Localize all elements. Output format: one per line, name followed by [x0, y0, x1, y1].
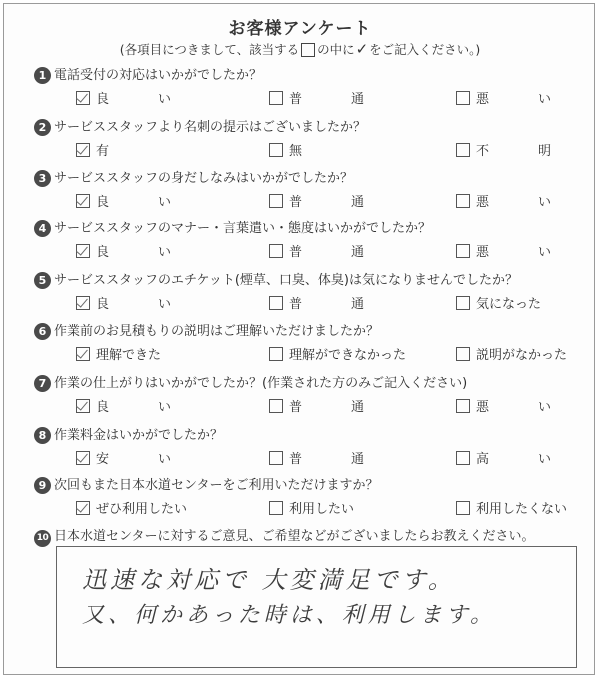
question-10 [34, 525, 534, 547]
option-label: 普 通 [289, 195, 383, 210]
question-text: サービススタッフのエチケット(煙草、口臭、体臭)は気になりませんでしたか？ [54, 273, 518, 288]
option-q8-1[interactable] [76, 448, 189, 467]
checkbox-icon[interactable] [456, 451, 470, 465]
checkbox-icon[interactable] [269, 91, 283, 105]
checkbox-icon[interactable] [269, 296, 283, 310]
option-q1-3[interactable] [456, 88, 569, 107]
question-number-icon: 1 [34, 67, 51, 84]
checkbox-icon[interactable] [269, 399, 283, 413]
option-label: 普 通 [289, 297, 383, 312]
option-q7-1[interactable] [76, 396, 189, 415]
option-label: 普 通 [289, 245, 383, 260]
option-label: 無 [289, 144, 303, 159]
option-q3-1[interactable] [76, 191, 189, 210]
checkbox-icon[interactable] [269, 194, 283, 208]
checkbox-icon[interactable] [269, 347, 283, 361]
option-label: 悪 い [476, 92, 570, 107]
question-number-icon: 10 [34, 530, 51, 547]
option-label: 良 い [96, 297, 190, 312]
question-number-icon: 6 [34, 323, 51, 340]
checked-checkbox-icon[interactable] [76, 347, 90, 361]
question-text: 作業前のお見積もりの説明はご理解いただけましたか？ [54, 324, 380, 339]
option-q5-2[interactable] [269, 293, 382, 312]
instructions-text-middle: の中に [317, 42, 355, 57]
option-label: 普 通 [289, 452, 383, 467]
question-number-icon: 5 [34, 272, 51, 289]
option-q5-3[interactable] [456, 293, 541, 312]
option-label: 悪 い [476, 245, 570, 260]
option-label: 理解できた [96, 348, 162, 363]
option-label: 普 通 [289, 92, 383, 107]
option-q7-2[interactable] [269, 396, 382, 415]
instructions-text-before: (各項目につきまして、該当する [119, 42, 300, 57]
question-1 [34, 64, 262, 84]
option-q9-2[interactable] [269, 498, 354, 517]
option-q1-2[interactable] [269, 88, 382, 107]
option-label: 悪 い [476, 400, 570, 415]
question-text: 日本水道センターに対するご意見、ご希望などがございましたらお教えください。 [54, 529, 535, 544]
checkbox-icon[interactable] [456, 194, 470, 208]
survey-instructions [4, 40, 596, 58]
option-q6-1[interactable] [76, 344, 161, 363]
checkbox-icon[interactable] [456, 399, 470, 413]
question-6 [34, 320, 379, 340]
checkbox-icon[interactable] [269, 143, 283, 157]
checked-checkbox-icon[interactable] [76, 451, 90, 465]
option-q4-1[interactable] [76, 241, 189, 260]
checkbox-icon[interactable] [456, 347, 470, 361]
question-number-icon: 4 [34, 220, 51, 237]
question-2 [34, 116, 366, 136]
option-q8-2[interactable] [269, 448, 382, 467]
checked-checkbox-icon[interactable] [76, 194, 90, 208]
option-label: 悪 い [476, 195, 570, 210]
question-number-icon: 9 [34, 477, 51, 494]
question-text: 電話受付の対応はいかがでしたか？ [54, 68, 263, 83]
question-text: 作業の仕上がりはいかがでしたか？(作業された方のみご記入ください) [54, 376, 468, 391]
option-q6-2[interactable] [269, 344, 406, 363]
checked-checkbox-icon[interactable] [76, 501, 90, 515]
option-label: 有 [96, 144, 110, 159]
option-q9-3[interactable] [456, 498, 567, 517]
option-label: 良 い [96, 400, 190, 415]
checkbox-icon[interactable] [269, 244, 283, 258]
option-q1-1[interactable] [76, 88, 189, 107]
checked-checkbox-icon[interactable] [76, 399, 90, 413]
checked-checkbox-icon[interactable] [76, 244, 90, 258]
question-number-icon: 3 [34, 170, 51, 187]
question-9 [34, 474, 378, 494]
question-number-icon: 7 [34, 375, 51, 392]
checked-checkbox-icon[interactable] [76, 296, 90, 310]
survey-sheet [3, 3, 595, 675]
option-label: 説明がなかった [476, 348, 568, 363]
checkbox-icon[interactable] [269, 501, 283, 515]
question-3 [34, 167, 353, 187]
instructions-text-after: をご記入ください。) [369, 42, 481, 57]
question-5 [34, 269, 518, 289]
option-label: 高 い [476, 452, 570, 467]
option-label: 良 い [96, 92, 190, 107]
checked-checkbox-icon[interactable] [76, 91, 90, 105]
question-8 [34, 424, 223, 444]
checked-checkbox-icon[interactable] [76, 143, 90, 157]
option-label: 不 明 [476, 144, 570, 159]
option-label: 理解ができなかった [289, 348, 407, 363]
checkbox-icon[interactable] [269, 451, 283, 465]
handwritten-comment-line-2: 又、何かあった時は、利用します。 [82, 603, 497, 628]
option-q3-3[interactable] [456, 191, 569, 210]
option-q9-1[interactable] [76, 498, 187, 517]
question-text: 次回もまた日本水道センターをご利用いただけますか？ [54, 478, 379, 493]
option-q4-3[interactable] [456, 241, 569, 260]
survey-title: お客様アンケート [228, 19, 372, 39]
handwritten-comment-line-1: 迅速な対応で 大変満足です。 [82, 566, 456, 594]
question-text: サービススタッフのマナー・言葉遣い・態度はいかがでしたか？ [54, 221, 432, 236]
option-label: 普 通 [289, 400, 383, 415]
instruction-check-icon: ✓ [355, 40, 369, 58]
checkbox-icon[interactable] [456, 501, 470, 515]
option-q2-2[interactable] [269, 140, 302, 159]
option-label: 利用したい [289, 502, 355, 517]
instruction-box-icon [301, 43, 315, 57]
checkbox-icon[interactable] [456, 296, 470, 310]
option-q7-3[interactable] [456, 396, 569, 415]
question-text: 作業料金はいかがでしたか？ [54, 428, 224, 443]
option-q2-3[interactable] [456, 140, 569, 159]
checkbox-icon[interactable] [456, 143, 470, 157]
option-label: 良 い [96, 245, 190, 260]
option-label: 気になった [476, 297, 542, 312]
option-label: ぜひ利用したい [96, 502, 188, 517]
option-q8-3[interactable] [456, 448, 569, 467]
option-q3-2[interactable] [269, 191, 382, 210]
option-label: 良 い [96, 195, 190, 210]
question-4 [34, 217, 431, 237]
question-7 [34, 372, 467, 392]
question-number-icon: 2 [34, 119, 51, 136]
question-number-icon: 8 [34, 427, 51, 444]
checkbox-icon[interactable] [456, 91, 470, 105]
option-label: 安 い [96, 452, 190, 467]
option-label: 利用したくない [476, 502, 568, 517]
question-text: サービススタッフの身だしなみはいかがでしたか？ [54, 171, 354, 186]
option-q5-1[interactable] [76, 293, 189, 312]
checkbox-icon[interactable] [456, 244, 470, 258]
option-q6-3[interactable] [456, 344, 567, 363]
option-q4-2[interactable] [269, 241, 382, 260]
option-q2-1[interactable] [76, 140, 109, 159]
question-text: サービススタッフより名刺の提示はございましたか？ [54, 120, 367, 135]
